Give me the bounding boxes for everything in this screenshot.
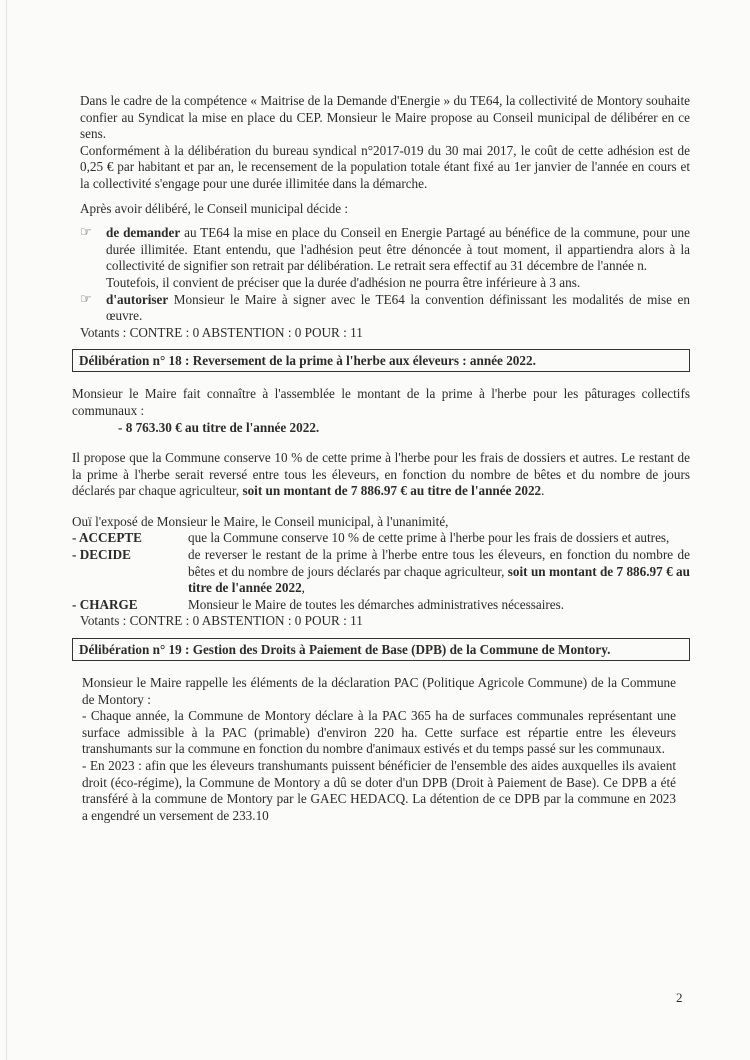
s18-paragraph-1: Monsieur le Maire fait connaître à l'assemblée le montant de la prime à l'herbe pour les pâturages collectifs communaux : bbox=[72, 386, 690, 418]
s18-paragraph-2: Il propose que la Commune conserve 10 % de cette prime à l'herbe pour les frais de dossiers et autres. Le restant de la prime à l'herbe serait reversé entre tous les éleveurs, en fonction du nombre de bêtes et du nombre de jours déclarés par chaque agriculteur, soit un montant de 7 886.97 € au titre de l'année 2022. bbox=[72, 450, 690, 499]
s18-paragraph-3: Ouï l'exposé de Monsieur le Maire, le Conseil municipal, à l'unanimité, bbox=[72, 513, 449, 529]
bullet-text: au TE64 la mise en place du Conseil en Energie Partagé au bénéfice de la commune, pour une durée illimitée. Etant entendu, que l'adhésion peut être dénoncée à tout moment, il appartiendra alors à la collectivité de signifier son retrait par délibération. Le retrait sera effectif au 31 décembre de l'année n. bbox=[106, 225, 690, 274]
page-content bbox=[72, 93, 690, 824]
hand-pointer-icon: ☞ bbox=[80, 225, 92, 241]
decision-row: - CHARGE Monsieur le Maire de toutes les démarches administratives nécessaires. bbox=[72, 596, 565, 612]
decision-key: - CHARGE bbox=[72, 596, 138, 612]
page-number: 2 bbox=[676, 990, 683, 1005]
decision-key: - DECIDE bbox=[72, 547, 131, 563]
intro-paragraph-1: Dans le cadre de la compétence « Maitrise de la Demande d'Energie » du TE64, la collectivité de Montory souhaite confier au Syndicat la mise en place du CEP. Monsieur le Maire propose au Conseil municipal de délibérer en ce sens. bbox=[80, 93, 690, 142]
bullet-extra: Toutefois, il convient de préciser que la durée d'adhésion ne pourra être inférieure à 3 ans. bbox=[106, 274, 581, 290]
section-19-heading: Délibération n° 19 : Gestion des Droits à Paiement de Base (DPB) de la Commune de Montory. bbox=[72, 638, 690, 661]
hand-pointer-icon: ☞ bbox=[80, 291, 92, 307]
decision-key: - ACCEPTE bbox=[72, 530, 142, 546]
bullet-item bbox=[80, 225, 690, 275]
section-18-heading: Délibération n° 18 : Reversement de la prime à l'herbe aux éleveurs : année 2022. bbox=[72, 349, 690, 372]
decision-row: - ACCEPTE que la Commune conserve 10 % de cette prime à l'herbe pour les frais de dossiers et autres, bbox=[72, 530, 670, 546]
page-edge bbox=[6, 0, 7, 1060]
decision-row: - DECIDE de reverser le restant de la prime à l'herbe entre tous les éleveurs, en fonction du nombre de bêtes et du nombre de jours déclarés par chaque agriculteur, soit un montant de 7 886.97 € au titre de l'année 2022, bbox=[72, 547, 690, 596]
bullet-text: Monsieur le Maire à signer avec le TE64 la convention définissant les modalités de mise en œuvre. bbox=[106, 291, 690, 324]
votes-line: Votants : CONTRE : 0 ABSTENTION : 0 POUR : 11 bbox=[80, 324, 363, 340]
intro-paragraph-3: Après avoir délibéré, le Conseil municipal décide : bbox=[80, 200, 349, 216]
bullet-bold: de demander bbox=[106, 225, 181, 241]
s18-amount: - 8 763.30 € au titre de l'année 2022. bbox=[118, 419, 320, 435]
s19-paragraph-1: Monsieur le Maire rappelle les éléments de la déclaration PAC (Politique Agricole Commune) de la Commune de Montory : bbox=[82, 675, 676, 707]
s19-paragraph-2: - Chaque année, la Commune de Montory déclare à la PAC 365 ha de surfaces communales représentant une surface admissible à la PAC (primable) d'environ 220 ha. Cette surface est répartie entre les éleveurs transhumants sur la commune en fonction du nombre d'animaux estivés et du temps passé sur les communaux. bbox=[82, 708, 676, 757]
bullet-item bbox=[80, 292, 690, 325]
votes-line: Votants : CONTRE : 0 ABSTENTION : 0 POUR : 11 bbox=[80, 613, 363, 629]
bullet-bold: d'autoriser bbox=[106, 291, 169, 307]
intro-paragraph-2: Conformément à la délibération du bureau syndical n°2017-019 du 30 mai 2017, le coût de cette adhésion est de 0,25 € par habitant et par an, le recensement de la population totale étant fixé au 1er janvier de l'année en cours et la collectivité s'engage pour une durée illimitée dans la démarche. bbox=[80, 142, 690, 191]
s19-paragraph-3: - En 2023 : afin que les éleveurs transhumants puissent bénéficier de l'ensemble des aides auxquelles ils avaient droit (éco-régime), la Commune de Montory a dû se doter d'un DPB (Droit à Paiement de Base). Ce DPB a été transféré à la commune de Montory par le GAEC HEDACQ. La détention de ce DPB par la commune en 2023 a engendré un versement de 233.10 bbox=[82, 758, 676, 823]
